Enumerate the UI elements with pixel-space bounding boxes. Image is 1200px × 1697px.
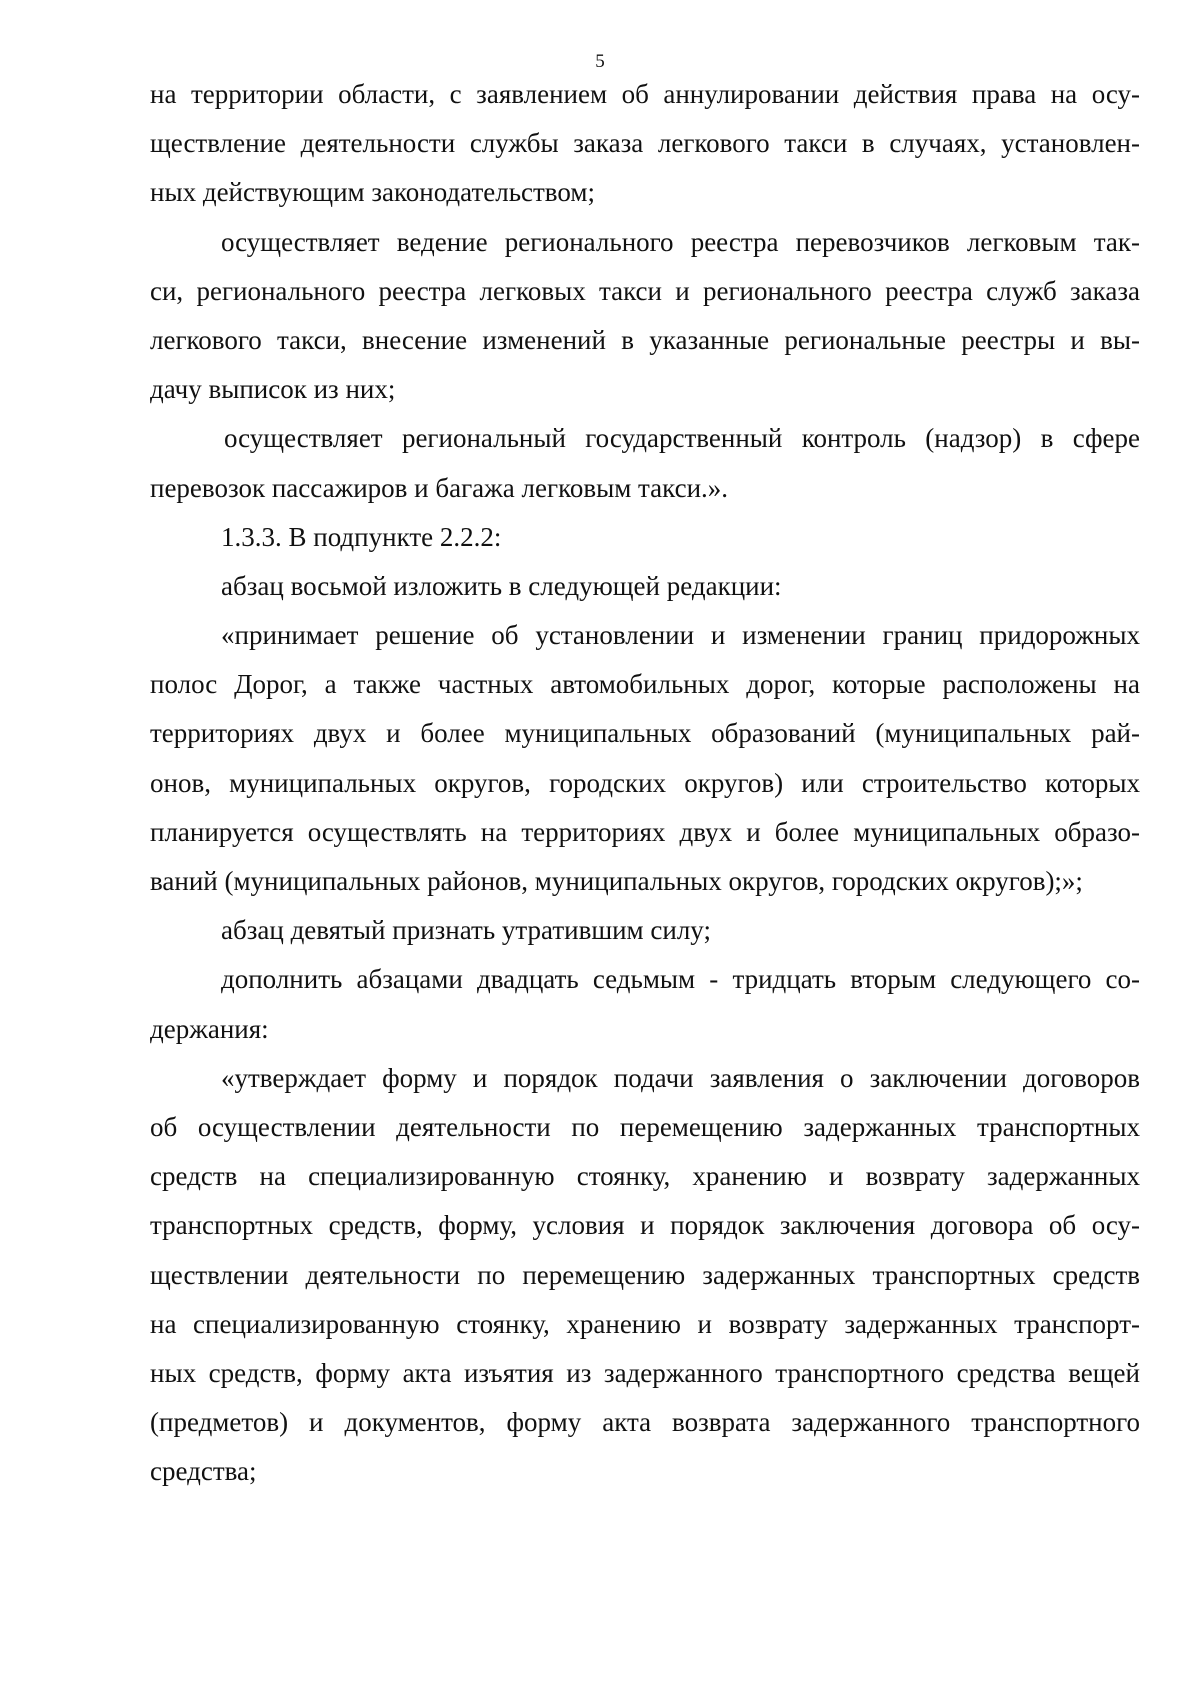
text-line: ществление деятельности службы заказа легкового такси в случаях, установлен- xyxy=(150,128,1140,159)
quoted-paragraph xyxy=(150,1054,1140,1497)
paragraph-continuation xyxy=(150,70,1140,218)
paragraph xyxy=(150,562,1140,611)
text-line: дачу выписок из них; xyxy=(150,374,396,405)
text-line: дополнить абзацами двадцать седьмым - тридцать вторым следующего со- xyxy=(221,964,1140,995)
page-number: 5 xyxy=(595,51,605,72)
text-line: ных средств, форму акта изъятия из задержанного транспортного средства вещей xyxy=(150,1357,1140,1388)
text-line: планируется осуществлять на территориях двух и более муниципальных образо- xyxy=(150,816,1140,847)
text-line: на специализированную стоянку, хранению и возврату задержанных транспорт- xyxy=(150,1308,1140,1339)
text-line: об осуществлении деятельности по перемещению задержанных транспортных xyxy=(150,1111,1140,1142)
quoted-paragraph xyxy=(150,611,1140,906)
text-line: ных действующим законодательством; xyxy=(150,177,595,208)
text-line: абзац восьмой изложить в следующей редакции: xyxy=(221,570,782,601)
text-line: онов, муниципальных округов, городских округов) или строительство которых xyxy=(150,767,1140,798)
text-line: перевозок пассажиров и багажа легковым такси.». xyxy=(150,472,729,503)
text-line: 1.3.3. В подпункте 2.2.2: xyxy=(221,521,502,552)
text-line: на территории области, с заявлением об аннулировании действия права на осу- xyxy=(150,79,1140,109)
text-line: (предметов) и документов, форму акта возврата задержанного транспортного xyxy=(150,1407,1140,1438)
text-line: средств на специализированную стоянку, хранению и возврату задержанных xyxy=(150,1161,1140,1192)
document-body xyxy=(150,70,1140,1496)
paragraph xyxy=(150,906,1140,955)
text-line: легкового такси, внесение изменений в указанные региональные реестры и вы- xyxy=(150,324,1140,355)
text-line: «утверждает форму и порядок подачи заявления о заключении договоров xyxy=(221,1062,1140,1093)
text-line: средства; xyxy=(150,1456,257,1487)
paragraph xyxy=(150,218,1140,415)
section-heading xyxy=(150,513,1140,562)
text-line: осуществляет региональный государственный контроль (надзор) в сфере xyxy=(224,423,1140,454)
text-line: си, регионального реестра легковых такси и регионального реестра служб заказа xyxy=(150,275,1140,306)
paragraph xyxy=(150,955,1140,1053)
paragraph xyxy=(150,414,1140,512)
text-line: транспортных средств, форму, условия и порядок заключения договора об осу- xyxy=(150,1210,1140,1241)
text-line: абзац девятый признать утратившим силу; xyxy=(221,915,711,946)
text-line: ществлении деятельности по перемещению задержанных транспортных средств xyxy=(150,1259,1140,1290)
text-line: «принимает решение об установлении и изменении границ придорожных xyxy=(221,620,1140,651)
text-line: держания: xyxy=(150,1013,269,1044)
text-line: территориях двух и более муниципальных образований (муниципальных рай- xyxy=(150,718,1140,749)
text-line: осуществляет ведение регионального реестра перевозчиков легковым так- xyxy=(221,226,1140,257)
text-line: ваний (муниципальных районов, муниципальных округов, городских округов);»; xyxy=(150,866,1083,896)
text-line: полос Дорог, а также частных автомобильных дорог, которые расположены на xyxy=(150,669,1140,700)
